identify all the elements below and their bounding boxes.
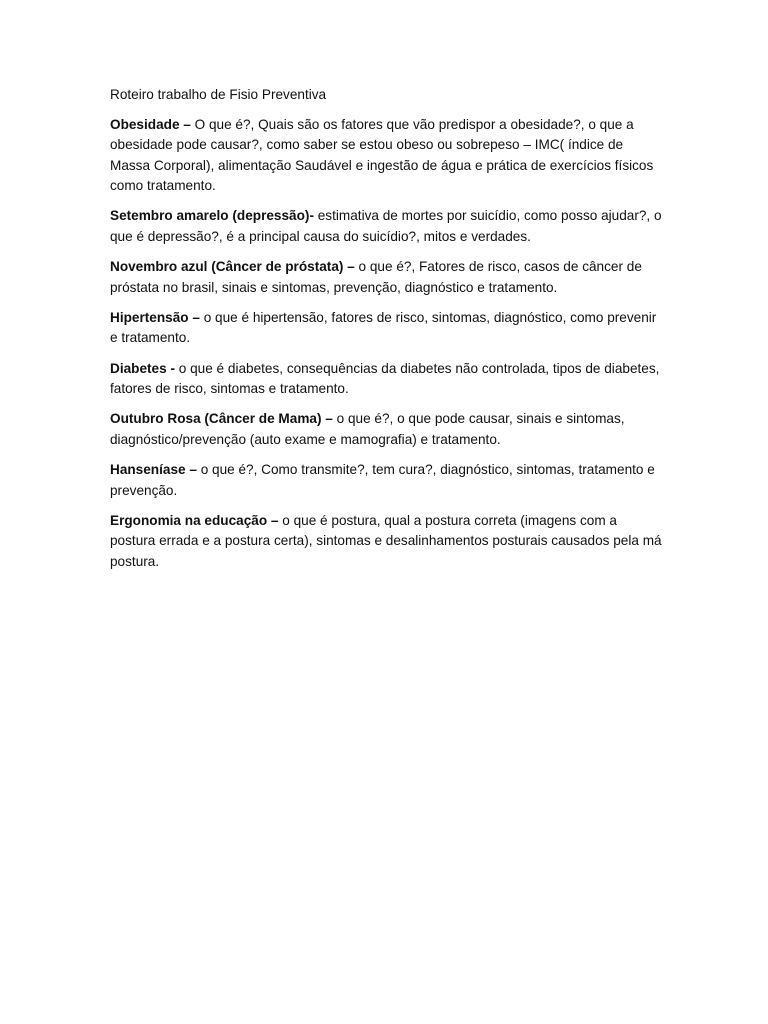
topic-text: o que é hipertensão, fatores de risco, sintomas, diagnóstico, como prevenir e tratamento. bbox=[110, 309, 657, 346]
document-title: Roteiro trabalho de Fisio Preventiva bbox=[110, 87, 327, 102]
topic-heading: Hanseníase – bbox=[110, 461, 201, 477]
topic-text: O que é?, Quais são os fatores que vão predispor a obesidade?, o que a obesidade pode causar?, como saber se estou obeso ou sobrepeso – IMC( índice de Massa Corporal), alimentação Saudável e ingestão de água e prática de exercícios físicos como tratamento. bbox=[110, 116, 654, 194]
topic-text: o que é?, Fatores de risco, casos de câncer de próstata no brasil, sinais e sintomas, prevenção, diagnóstico e tratamento. bbox=[110, 259, 642, 295]
topic-novembro-azul bbox=[110, 257, 662, 298]
topic-heading: Ergonomia na educação – bbox=[110, 512, 283, 528]
topic-heading: Outubro Rosa (Câncer de Mama) – bbox=[110, 411, 337, 427]
topic-text: o que é diabetes, consequências da diabetes não controlada, tipos de diabetes, fatores de risco, sintomas e tratamento. bbox=[110, 360, 660, 397]
topic-hanseniase bbox=[110, 460, 662, 501]
topic-setembro-amarelo bbox=[110, 206, 662, 247]
topic-ergonomia bbox=[110, 511, 662, 573]
topic-outubro-rosa bbox=[110, 409, 662, 450]
topic-hipertensao bbox=[110, 308, 662, 349]
document-body bbox=[110, 85, 662, 582]
topic-obesidade bbox=[110, 115, 662, 197]
topic-diabetes bbox=[110, 359, 662, 400]
topic-heading: Setembro amarelo (depressão)- bbox=[110, 208, 318, 224]
topic-heading: Novembro azul (Câncer de próstata) – bbox=[110, 259, 359, 275]
topic-heading: Diabetes - bbox=[110, 360, 179, 376]
topic-text: estimativa de mortes por suicídio, como posso ajudar?, o que é depressão?, é a principal causa do suicídio?, mitos e verdades. bbox=[110, 208, 662, 245]
topic-text: o que é?, Como transmite?, tem cura?, diagnóstico, sintomas, tratamento e prevenção. bbox=[110, 461, 655, 498]
topic-heading: Obesidade – bbox=[110, 116, 195, 132]
topic-text: o que é postura, qual a postura correta (imagens com a postura errada e a postura certa), sintomas e desalinhamentos posturais causados pela má postura. bbox=[110, 512, 662, 569]
topic-heading: Hipertensão – bbox=[110, 309, 204, 325]
topic-text: o que é?, o que pode causar, sinais e sintomas, diagnóstico/prevenção (auto exame e mamografia) e tratamento. bbox=[110, 411, 625, 447]
